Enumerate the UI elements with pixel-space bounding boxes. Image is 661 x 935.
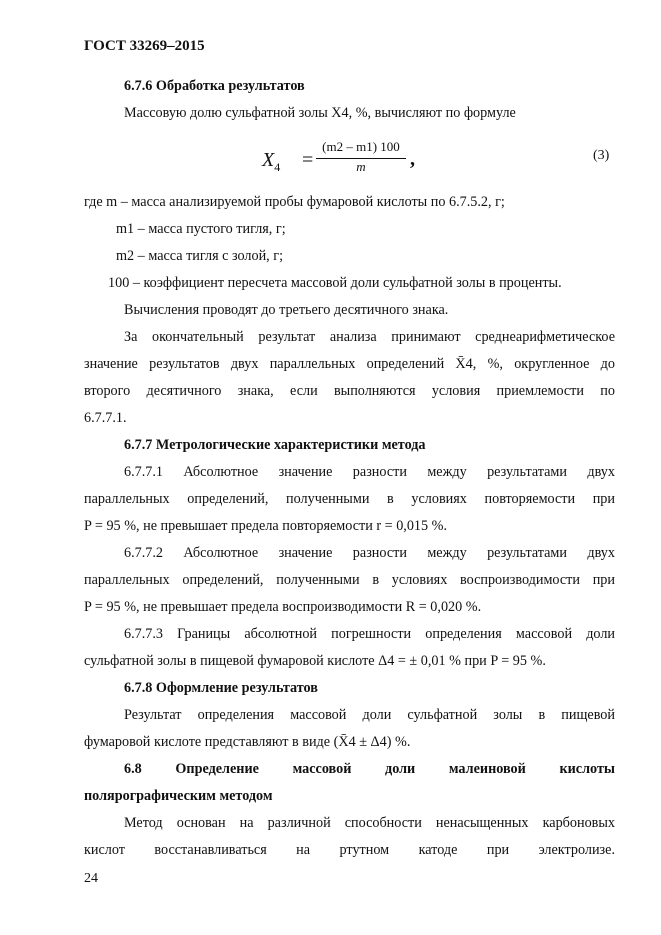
section-6-7-7-title: 6.7.7 Метрологические характеристики метода xyxy=(124,437,426,453)
section-6-7-7-1-line-2: параллельных определений, полученными в условиях повторяемости при xyxy=(84,491,615,507)
formula-number: (3) xyxy=(593,148,610,163)
section-6-7-7-2-line-3: P = 95 %, не превышает предела воспроизводимости R = 0,020 %. xyxy=(84,599,482,615)
section-6-7-7-2-line-1: 6.7.7.2 Абсолютное значение разности между результатами двух xyxy=(124,545,615,561)
section-6-7-8-title: 6.7.8 Оформление результатов xyxy=(124,680,318,696)
formula-numerator: (m2 – m1) 100 xyxy=(322,139,400,154)
page-number: 24 xyxy=(84,871,98,886)
section-6-7-8-line-1: Результат определения массовой доли сульфатной золы в пищевой xyxy=(124,707,615,723)
section-6-8-text-line-2: кислот восстанавливаться на ртутном катоде при электролизе. xyxy=(84,842,615,858)
where-line-100: 100 – коэффициент пересчета массовой доли сульфатной золы в проценты. xyxy=(108,275,562,291)
section-6-7-7-1-line-3: P = 95 %, не превышает предела повторяемости r = 0,015 %. xyxy=(84,518,448,534)
section-6-8-title-line-1: 6.8 Определение массовой доли малеиновой кислоты xyxy=(124,761,615,777)
section-6-7-7-2-line-2: параллельных определений, полученными в условиях воспроизводимости при xyxy=(84,572,615,588)
section-6-7-8-line-2: фумаровой кислоте представляют в виде (X̄4 ± Δ4) %. xyxy=(84,734,411,750)
final-result-line-1: За окончательный результат анализа принимают среднеарифметическое xyxy=(124,329,615,345)
formula-3 xyxy=(262,138,522,188)
final-result-line-3: второго десятичного знака, если выполняются условия приемлемости по xyxy=(84,383,615,399)
document-header: ГОСТ 33269–2015 xyxy=(84,38,205,54)
section-6-7-7-1-line-1: 6.7.7.1 Абсолютное значение разности между результатами двух xyxy=(124,464,615,480)
formula-equals: = xyxy=(302,149,314,171)
section-6-7-7-3-line-2: сульфатной золы в пищевой фумаровой кислоте Δ4 = ± 0,01 % при P = 95 %. xyxy=(84,653,546,669)
where-line-m2: m2 – масса тигля с золой, г; xyxy=(116,248,284,264)
section-6-7-6-title: 6.7.6 Обработка результатов xyxy=(124,78,305,94)
formula-trailing-comma: , xyxy=(410,148,415,170)
where-line-m: где m – масса анализируемой пробы фумаровой кислоты по 6.7.5.2, г; xyxy=(84,194,505,210)
final-result-line-2: значение результатов двух параллельных определений X̄4, %, округленное до xyxy=(84,356,615,372)
formula-denominator: m xyxy=(356,159,366,174)
final-result-line-4: 6.7.7.1. xyxy=(84,410,127,426)
calc-note: Вычисления проводят до третьего десятичного знака. xyxy=(124,302,449,318)
section-6-7-6-intro: Массовую долю сульфатной золы X4, %, вычисляют по формуле xyxy=(124,105,516,121)
formula-lhs: $X_4$ xyxy=(262,149,281,174)
section-6-8-text-line-1: Метод основан на различной способности ненасыщенных карбоновых xyxy=(124,815,615,831)
section-6-7-7-3-line-1: 6.7.7.3 Границы абсолютной погрешности определения массовой доли xyxy=(124,626,615,642)
section-6-8-title-line-2: полярографическим методом xyxy=(84,788,273,804)
where-line-m1: m1 – масса пустого тигля, г; xyxy=(116,221,286,237)
